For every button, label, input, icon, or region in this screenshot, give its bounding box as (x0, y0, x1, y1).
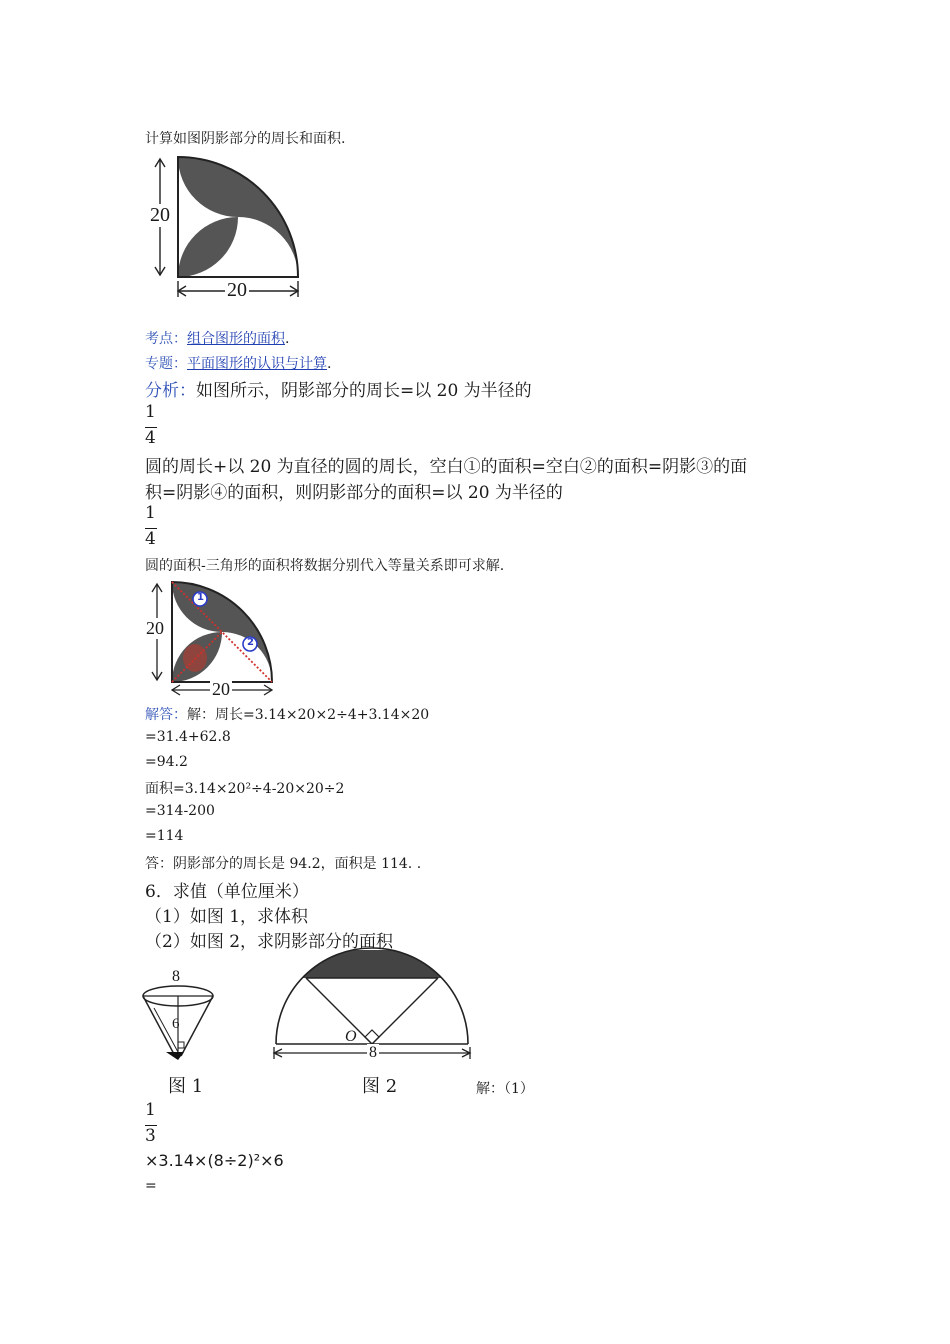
answer-line-5: =114 (145, 828, 184, 844)
zhuanti-link[interactable]: 平面图形的认识与计算 (187, 356, 327, 372)
figure1-side-label: 20 (150, 204, 170, 226)
figure-quarter-circle (148, 155, 288, 315)
solution6-expr: ×3.14×(8÷2)²×6 (145, 1151, 284, 1170)
analysis-frac2-den: 4 (145, 529, 156, 549)
marker-1-label: 1 (197, 592, 204, 603)
answer-label: 解答： (145, 707, 187, 723)
problem6-part1: （1）如图 1，求体积 (145, 907, 309, 927)
analysis-line4: 圆的面积-三角形的面积将数据分别代入等量关系即可求解. (145, 558, 505, 574)
figure2-side-label: 20 (146, 618, 164, 638)
solution6-frac-num: 1 (145, 1100, 156, 1120)
zhuanti-row (145, 353, 331, 373)
semicircle-base-label: 8 (369, 1044, 377, 1061)
semicircle-caption: 图 2 (362, 1076, 398, 1097)
answer-line-6: 答：阴影部分的周长是 94.2，面积是 114. . (145, 856, 422, 872)
answer-line-0 (145, 704, 429, 724)
answer-text-0: 解：周长=3.14×20×2÷4+3.14×20 (187, 707, 430, 723)
kaodian-link[interactable]: 组合图形的面积 (187, 331, 285, 347)
semicircle-center-label: O (345, 1028, 357, 1045)
cone-top-label: 8 (172, 968, 180, 985)
answer-line-2: =94.2 (145, 754, 188, 770)
analysis-line3: 积=阴影④的面积，则阴影部分的面积=以 20 为半径的 (145, 483, 563, 503)
analysis-line1-row (145, 376, 532, 401)
problem6-title: 6．求值（单位厘米） (145, 882, 309, 902)
answer-line-3: 面积=3.14×20²÷4-20×20÷2 (145, 781, 345, 797)
answer-line-4: =314-200 (145, 803, 215, 819)
analysis-line1: 如图所示，阴影部分的周长=以 20 为半径的 (196, 381, 532, 401)
problem6-part2: （2）如图 2，求阴影部分的面积 (145, 932, 394, 952)
cone-height-label: 6 (172, 1016, 180, 1032)
analysis-line2: 圆的周长+以 20 为直径的圆的周长，空白①的面积=空白②的面积=阴影③的面 (145, 457, 748, 477)
figure-cone (140, 978, 230, 1068)
zhuanti-end: . (327, 356, 332, 372)
kaodian-end: . (285, 331, 290, 347)
marker-2-label: 2 (247, 637, 254, 648)
problem-title: 计算如图阴影部分的周长和面积. (145, 131, 346, 147)
answer-line-1: =31.4+62.8 (145, 729, 231, 745)
analysis-frac1-den: 4 (145, 428, 156, 448)
analysis-label: 分析： (145, 381, 196, 401)
cone-caption: 图 1 (168, 1076, 204, 1097)
kaodian-label: 考点： (145, 331, 187, 347)
solution6-eq: = (145, 1178, 157, 1194)
figure2-bottom-label: 20 (212, 679, 230, 699)
zhuanti-label: 专题： (145, 356, 187, 372)
analysis-frac1-num: 1 (145, 402, 156, 422)
solution6-label: 解：（1） (476, 1081, 534, 1097)
solution6-frac-den: 3 (145, 1126, 156, 1146)
kaodian-row (145, 328, 289, 348)
figure1-bottom-label: 20 (227, 279, 247, 301)
analysis-frac2-num: 1 (145, 503, 156, 523)
